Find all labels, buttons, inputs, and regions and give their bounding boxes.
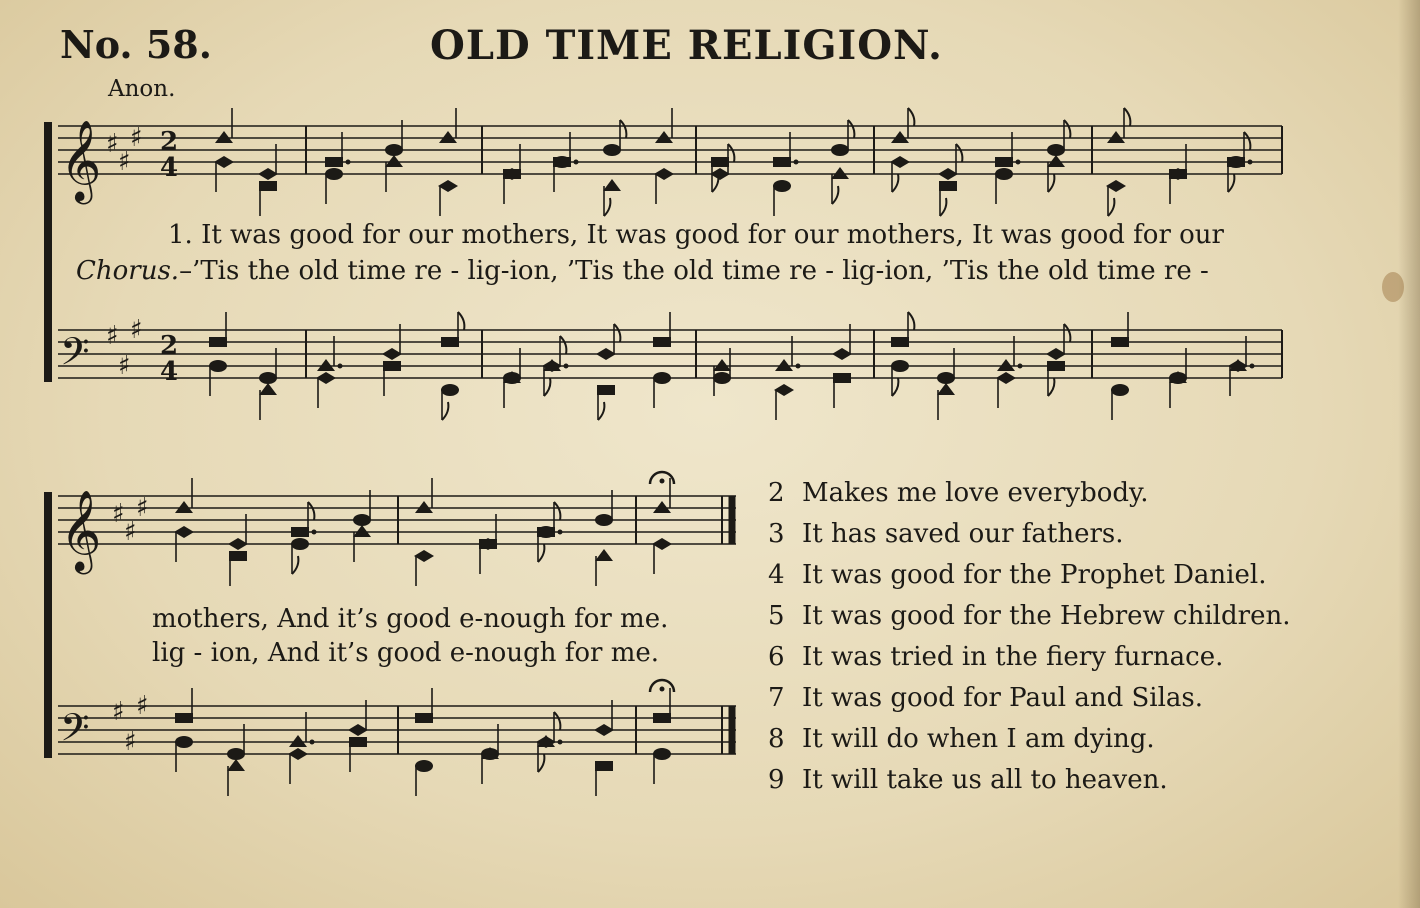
note-head	[831, 144, 849, 156]
sharp-icon: ♯	[118, 351, 131, 381]
note-head	[996, 372, 1016, 384]
note-head	[1046, 348, 1066, 360]
note-head	[441, 384, 459, 396]
verse-item	[768, 478, 1149, 508]
note-flag	[908, 108, 914, 126]
note-flag	[1064, 120, 1070, 138]
note-flag	[554, 502, 560, 520]
note-head	[353, 525, 371, 537]
note-head	[653, 501, 671, 513]
note-head	[1107, 131, 1125, 143]
dot	[338, 364, 343, 369]
dot	[310, 740, 315, 745]
note-head	[537, 526, 555, 538]
time-signature-top: 2	[160, 331, 179, 361]
note-head	[291, 527, 309, 537]
note-flag	[544, 378, 550, 396]
note-head	[415, 760, 433, 772]
note-head	[653, 713, 671, 723]
verse-number: 7	[768, 683, 785, 713]
note-head	[175, 501, 193, 513]
system-brace	[44, 492, 52, 758]
verse-number: 5	[768, 601, 785, 631]
lyric-chorus-line-1	[76, 256, 1209, 286]
note-head	[711, 157, 729, 167]
note-head	[1169, 169, 1187, 179]
note-head	[415, 501, 433, 513]
note-head	[773, 180, 791, 192]
note-head	[438, 180, 458, 192]
note-head	[713, 372, 731, 384]
note-head	[774, 384, 794, 396]
sharp-icon: ♯	[130, 315, 143, 345]
fermata-dot	[660, 687, 665, 692]
note-head	[259, 181, 277, 191]
sharp-icon: ♯	[136, 691, 149, 721]
note-flag	[554, 712, 560, 730]
note-flag	[940, 198, 946, 216]
hymn-author: Anon.	[108, 76, 176, 102]
note-head	[596, 348, 616, 360]
dot	[1016, 160, 1021, 165]
note-head	[214, 156, 234, 168]
chorus-label: Chorus.	[76, 256, 180, 286]
dot	[558, 740, 563, 745]
note-head	[227, 759, 245, 771]
note-head	[479, 539, 497, 549]
note-head	[175, 736, 193, 748]
note-head	[652, 538, 672, 550]
note-head	[775, 359, 793, 371]
note-head	[939, 181, 957, 191]
dot	[1248, 160, 1253, 165]
note-head	[595, 514, 613, 526]
verse-number: 8	[768, 724, 785, 754]
note-head	[937, 383, 955, 395]
sharp-icon: ♯	[106, 129, 119, 159]
note-head	[209, 360, 227, 372]
time-signature-bottom: 4	[160, 357, 179, 387]
verse-item	[768, 519, 1124, 549]
note-head	[259, 383, 277, 395]
note-flag	[892, 174, 898, 192]
note-head	[215, 131, 233, 143]
treble-clef-icon: 𝄞	[60, 489, 102, 571]
verse-text: It will do when I am dying.	[802, 724, 1155, 754]
note-head	[553, 156, 571, 168]
verse-number: 2	[768, 478, 785, 508]
note-head	[832, 348, 852, 360]
note-head	[441, 337, 459, 347]
verse-text: It was tried in the fiery furnace.	[802, 642, 1224, 672]
verse-item	[768, 765, 1168, 795]
note-head	[175, 713, 193, 723]
note-head	[1047, 155, 1065, 167]
note-head	[833, 373, 851, 383]
note-head	[653, 748, 671, 760]
note-head	[831, 167, 849, 179]
verse-item	[768, 601, 1290, 631]
note-head	[228, 538, 248, 550]
verse-text: It was good for the Prophet Daniel.	[802, 560, 1267, 590]
verse-item	[768, 642, 1223, 672]
note-flag	[292, 556, 298, 574]
note-flag	[604, 198, 610, 216]
note-head	[1111, 337, 1129, 347]
dot	[574, 160, 579, 165]
note-flag	[598, 402, 604, 420]
dot	[312, 530, 317, 535]
bass-clef-icon: 𝄢	[60, 329, 90, 383]
fermata-dot	[660, 479, 665, 484]
chorus-text-1: –’Tis the old time re - lig-ion, ’Tis the old time re - lig-ion, ’Tis the old time re -	[179, 256, 1209, 286]
time-signature-top: 2	[160, 127, 179, 157]
note-head	[653, 372, 671, 384]
note-head	[382, 348, 402, 360]
sharp-icon: ♯	[118, 147, 131, 177]
note-head	[713, 359, 731, 371]
sharp-icon: ♯	[112, 499, 125, 529]
note-head	[229, 551, 247, 561]
note-flag	[1048, 378, 1054, 396]
note-head	[385, 144, 403, 156]
note-head	[383, 361, 401, 371]
note-head	[385, 155, 403, 167]
note-flag	[908, 312, 914, 330]
note-head	[1106, 180, 1126, 192]
dot	[794, 160, 799, 165]
note-flag	[848, 120, 854, 138]
note-head	[258, 168, 278, 180]
note-flag	[892, 378, 898, 396]
note-flag	[458, 312, 464, 330]
note-flag	[308, 502, 314, 520]
note-head	[1227, 156, 1245, 168]
note-head	[209, 337, 227, 347]
verse-text: It has saved our fathers.	[802, 519, 1124, 549]
note-head	[653, 337, 671, 347]
note-head	[316, 372, 336, 384]
note-flag	[442, 402, 448, 420]
hymn-number: No. 58.	[60, 22, 212, 67]
verse-text: It will take us all to heaven.	[802, 765, 1168, 795]
note-head	[595, 761, 613, 771]
note-head	[891, 360, 909, 372]
dot	[564, 364, 569, 369]
time-signature-bottom: 4	[160, 153, 179, 183]
note-head	[938, 168, 958, 180]
note-head	[259, 372, 277, 384]
note-head	[595, 549, 613, 561]
dot	[1018, 364, 1023, 369]
note-head	[594, 724, 614, 736]
note-head	[325, 168, 343, 180]
note-flag	[538, 544, 544, 562]
note-flag	[1124, 108, 1130, 126]
verse-number: 4	[768, 560, 785, 590]
note-head	[325, 157, 343, 167]
note-head	[503, 169, 521, 179]
verse-item	[768, 560, 1266, 590]
note-head	[288, 748, 308, 760]
verse-number: 9	[768, 765, 785, 795]
note-head	[997, 359, 1015, 371]
note-flag	[620, 120, 626, 138]
note-head	[317, 359, 335, 371]
note-flag	[1244, 132, 1250, 150]
note-head	[655, 131, 673, 143]
hymn-title: OLD TIME RELIGION.	[430, 22, 943, 69]
treble-clef-icon: 𝄞	[60, 119, 102, 201]
bass-clef-icon: 𝄢	[60, 705, 90, 759]
note-head	[654, 168, 674, 180]
note-flag	[1048, 174, 1054, 192]
verse-item	[768, 724, 1155, 754]
note-head	[995, 168, 1013, 180]
sharp-icon: ♯	[112, 697, 125, 727]
note-flag	[1064, 324, 1070, 342]
note-head	[1047, 144, 1065, 156]
note-flag	[832, 186, 838, 204]
note-head	[597, 385, 615, 395]
lyric-verse-line-1: 1. It was good for our mothers, It was good for our mothers, It was good for our	[168, 220, 1224, 250]
sharp-icon: ♯	[124, 517, 137, 547]
dot	[796, 364, 801, 369]
note-head	[891, 131, 909, 143]
note-flag	[956, 144, 962, 162]
note-flag	[538, 754, 544, 772]
note-head	[227, 748, 245, 760]
note-head	[289, 735, 307, 747]
verse-text: It was good for Paul and Silas.	[802, 683, 1204, 713]
lyric-chorus-line-2: lig - ion, And it’s good e-nough for me.	[152, 638, 659, 668]
dot	[1250, 364, 1255, 369]
note-head	[174, 526, 194, 538]
note-head	[415, 713, 433, 723]
note-flag	[1108, 198, 1114, 216]
note-head	[353, 514, 371, 526]
sharp-icon: ♯	[124, 727, 137, 757]
sharp-icon: ♯	[106, 321, 119, 351]
note-head	[710, 168, 730, 180]
note-flag	[560, 336, 566, 354]
dot	[558, 530, 563, 535]
verse-item	[768, 683, 1203, 713]
note-head	[1111, 384, 1129, 396]
system-brace	[44, 122, 52, 382]
note-head	[439, 131, 457, 143]
note-flag	[614, 324, 620, 342]
note-head	[414, 550, 434, 562]
note-head	[891, 337, 909, 347]
verse-text: Makes me love everybody.	[802, 478, 1149, 508]
verse-number: 3	[768, 519, 785, 549]
note-head	[773, 157, 791, 167]
note-head	[890, 156, 910, 168]
note-flag	[1228, 174, 1234, 192]
verse-number: 6	[768, 642, 785, 672]
note-head	[1047, 361, 1065, 371]
note-head	[348, 724, 368, 736]
note-head	[291, 538, 309, 550]
note-head	[603, 179, 621, 191]
sharp-icon: ♯	[136, 493, 149, 523]
note-head	[937, 372, 955, 384]
verse-text: It was good for the Hebrew children.	[802, 601, 1291, 631]
note-head	[349, 737, 367, 747]
lyric-verse-line-2: mothers, And it’s good e-nough for me.	[152, 604, 669, 634]
dot	[346, 160, 351, 165]
note-head	[995, 157, 1013, 167]
sharp-icon: ♯	[130, 123, 143, 153]
note-head	[603, 144, 621, 156]
